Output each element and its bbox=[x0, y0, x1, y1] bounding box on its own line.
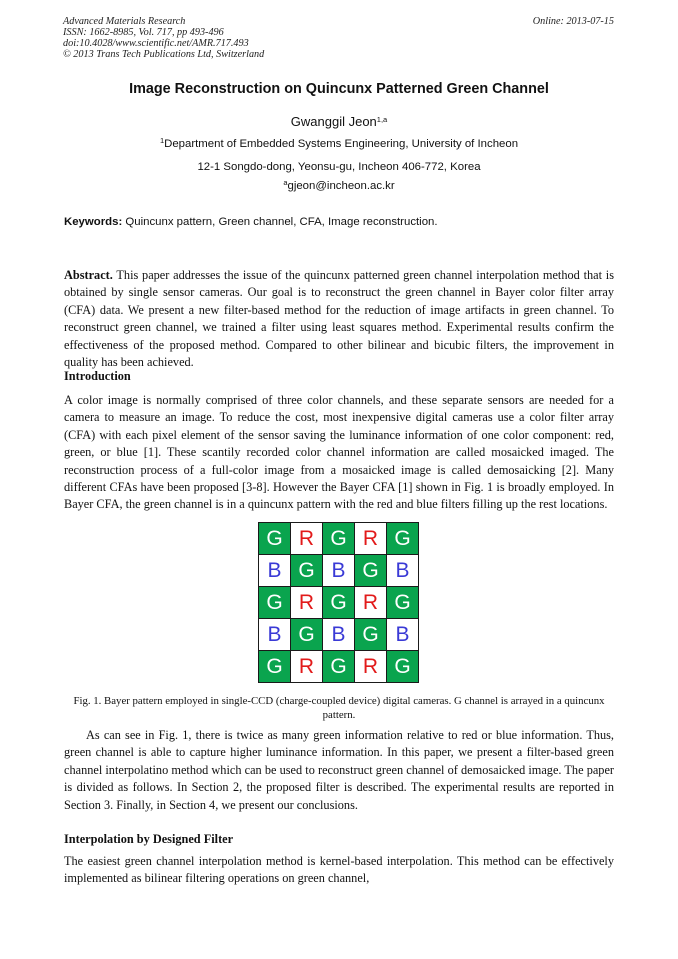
issn-line: ISSN: 1662-8985, Vol. 717, pp 493-496 bbox=[63, 27, 224, 38]
introduction-heading: Introduction bbox=[64, 369, 131, 383]
bayer-cell-g: G bbox=[259, 651, 291, 683]
bayer-row bbox=[259, 587, 419, 619]
bayer-cell-r: R bbox=[355, 587, 387, 619]
abstract-label: Abstract. bbox=[64, 268, 113, 282]
bayer-cell-g: G bbox=[291, 555, 323, 587]
bayer-row bbox=[259, 555, 419, 587]
body-paragraph: As can see in Fig. 1, there is twice as many green information relative to red or blue information. Thus, green channel is able to capture higher luminance information. In this paper, we present a filter-based green channel interpolatino method which can be used to reconstruct green channel of demosaicked image. The paper is divided as follows. In Section 2, the proposed filter is described. The experimental results are reported in Section 3. Finally, in Section 4, we present our conclusions. bbox=[64, 728, 614, 812]
bayer-cell-r: R bbox=[291, 651, 323, 683]
figure-caption: Fig. 1. Bayer pattern employed in single-CCD (charge-coupled device) digital cameras. G channel is arrayed in a quincunx pattern. bbox=[73, 695, 605, 721]
bayer-cell-g: G bbox=[259, 523, 291, 555]
bayer-cell-g: G bbox=[259, 587, 291, 619]
bayer-cell-b: B bbox=[387, 555, 419, 587]
affiliation-text: Department of Embedded Systems Engineering, University of Incheon bbox=[164, 138, 519, 150]
bayer-cell-g: G bbox=[355, 555, 387, 587]
paper-title: Image Reconstruction on Quincunx Patterned Green Channel bbox=[129, 81, 549, 97]
bayer-cell-g: G bbox=[323, 523, 355, 555]
keywords-text: Quincunx pattern, Green channel, CFA, Image reconstruction. bbox=[122, 216, 438, 228]
online-date: Online: 2013-07-15 bbox=[532, 16, 614, 27]
bayer-cell-g: G bbox=[387, 651, 419, 683]
email-line bbox=[0, 180, 678, 192]
bayer-cell-g: G bbox=[323, 651, 355, 683]
author-superscript: 1,a bbox=[376, 115, 388, 124]
bayer-cell-r: R bbox=[355, 651, 387, 683]
author-line bbox=[0, 114, 678, 129]
bayer-row bbox=[259, 523, 419, 555]
bayer-cell-r: R bbox=[291, 523, 323, 555]
affiliation-line bbox=[0, 138, 678, 150]
bayer-cell-b: B bbox=[259, 555, 291, 587]
bayer-row bbox=[259, 651, 419, 683]
author-name: Gwanggil Jeon bbox=[290, 114, 377, 129]
journal-name: Advanced Materials Research bbox=[63, 16, 186, 27]
bayer-cell-g: G bbox=[387, 523, 419, 555]
address-line: 12-1 Songdo-dong, Yeonsu-gu, Incheon 406-772, Korea bbox=[197, 161, 481, 173]
bayer-cell-b: B bbox=[387, 619, 419, 651]
email-superscript: a bbox=[283, 178, 288, 187]
bayer-cell-b: B bbox=[323, 619, 355, 651]
bayer-cell-g: G bbox=[323, 587, 355, 619]
email-address[interactable]: gjeon@incheon.ac.kr bbox=[287, 180, 395, 192]
bayer-cell-g: G bbox=[387, 587, 419, 619]
bayer-cell-r: R bbox=[291, 587, 323, 619]
affiliation-superscript: 1 bbox=[159, 136, 165, 145]
bayer-row bbox=[259, 619, 419, 651]
copyright-line: © 2013 Trans Tech Publications Ltd, Switzerland bbox=[63, 49, 265, 60]
journal-header bbox=[63, 16, 264, 60]
doi-line: doi:10.4028/www.scientific.net/AMR.717.493 bbox=[63, 38, 249, 49]
interpolation-heading: Interpolation by Designed Filter bbox=[64, 832, 234, 846]
bayer-pattern-figure bbox=[258, 522, 419, 683]
keywords-label: Keywords: bbox=[64, 216, 123, 228]
abstract bbox=[64, 267, 614, 371]
abstract-text: This paper addresses the issue of the quincunx patterned green channel interpolation method that is obtained by single sensor cameras. Our goal is to reconstruct the green channel in Bayer color filter array (CFA) data. We present a new filter-based method for the reduction of image artifacts in green channel. To reconstruct green channel, we trained a filter using least squares method. Experimental results confirm the effectiveness of the proposed method. Compared to other bilinear and bicubic filters, the improvement in quality has been achieved. bbox=[64, 268, 614, 370]
bayer-cell-r: R bbox=[355, 523, 387, 555]
bayer-cell-b: B bbox=[259, 619, 291, 651]
keywords bbox=[64, 216, 616, 228]
bayer-cell-b: B bbox=[323, 555, 355, 587]
interpolation-paragraph: The easiest green channel interpolation method is kernel-based interpolation. This method can be effectively implemented as bilinear filtering operations on green channel, bbox=[64, 854, 614, 886]
bayer-cell-g: G bbox=[355, 619, 387, 651]
bayer-cell-g: G bbox=[291, 619, 323, 651]
introduction-paragraph: A color image is normally comprised of three color channels, and these separate sensors are needed for a camera to measure an image. To reduce the cost, most inexpensive digital cameras use a color filter array (CFA) with each pixel element of the sensor saving the luminance information of one color component: red, green, or blue [1]. These scantily recorded color channel information are called mosaicked imaged. The reconstruction process of a full-color image from a mosaicked image is called demosaicking [2]. Many different CFAs have been proposed [3-8]. However the Bayer CFA [1] shown in Fig. 1 is broadly employed. In Bayer CFA, the green channel is in a quincunx pattern with the red and blue filters filling up the rest locations. bbox=[64, 393, 614, 512]
